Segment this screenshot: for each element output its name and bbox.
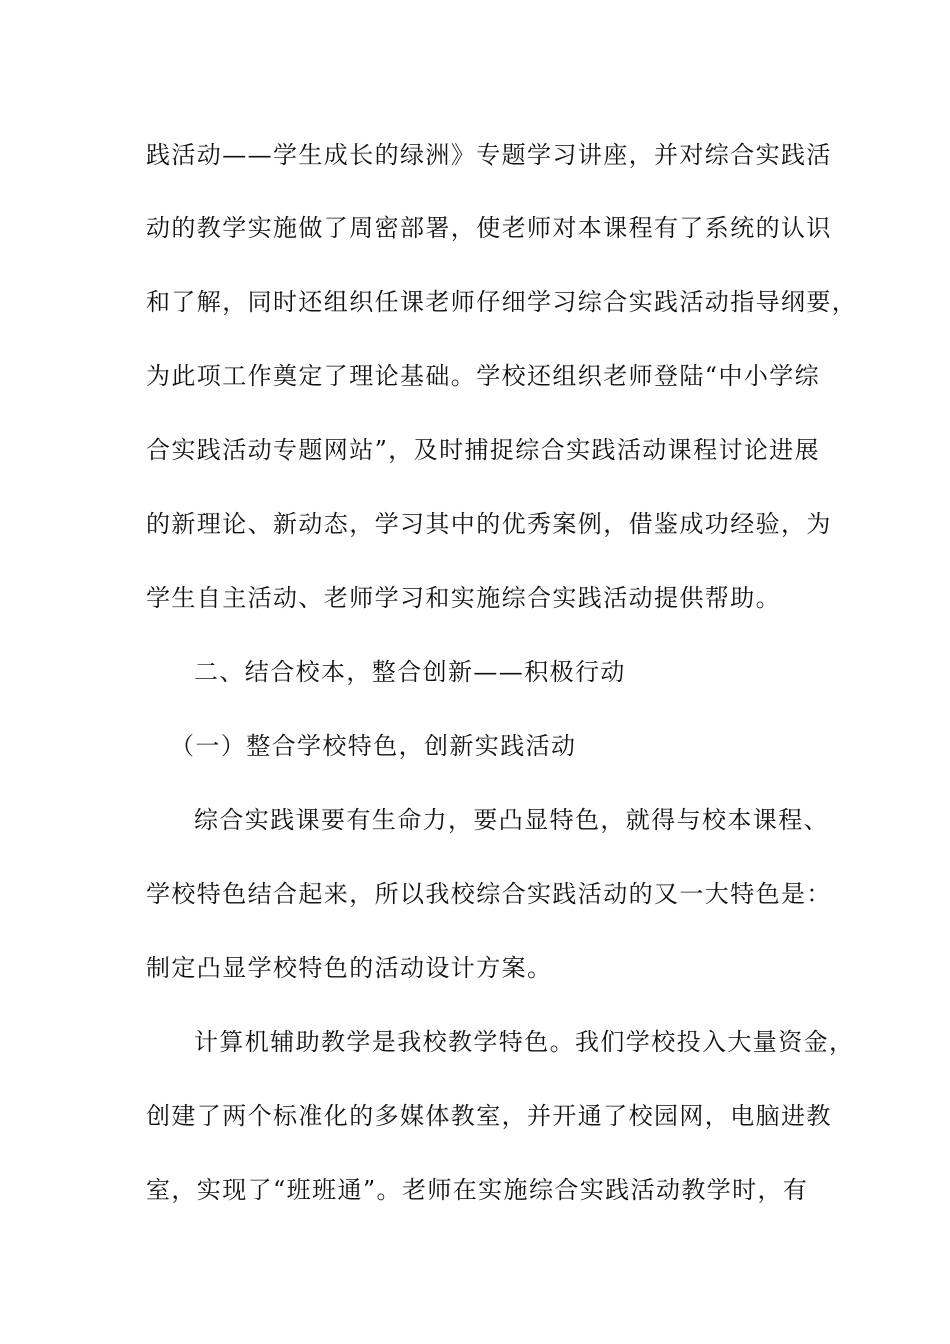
paragraph-line: 践活动——学生成长的绿洲》专题学习讲座，并对综合实践活 — [146, 141, 832, 169]
paragraph-line: 制定凸显学校特色的活动设计方案。 — [146, 954, 553, 982]
paragraph-line: 为此项工作奠定了理论基础。学校还组织老师登陆“中小学综 — [146, 362, 821, 390]
paragraph-line: 合实践活动专题网站”，及时捕捉综合实践活动课程讨论进展 — [146, 436, 821, 464]
paragraph-line: 的新理论、新动态，学习其中的优秀案例，借鉴成功经验，为 — [146, 510, 832, 538]
paragraph-line: 学生自主活动、老师学习和实施综合实践活动提供帮助。 — [146, 584, 781, 612]
subsection-heading: （一）整合学校特色，创新实践活动 — [170, 732, 577, 760]
section-heading: 二、结合校本，整合创新——积极行动 — [194, 658, 626, 686]
paragraph-line: 综合实践课要有生命力，要凸显特色，就得与校本课程、 — [194, 806, 829, 834]
paragraph-line: 和了解，同时还组织任课老师仔细学习综合实践活动指导纲要， — [146, 288, 858, 316]
paragraph-line: 室，实现了“班班通”。老师在实施综合实践活动教学时，有 — [146, 1176, 809, 1204]
paragraph-line: 计算机辅助教学是我校教学特色。我们学校投入大量资金， — [194, 1028, 855, 1056]
paragraph-line: 创建了两个标准化的多媒体教室，并开通了校园网，电脑进教 — [146, 1102, 832, 1130]
paragraph-line: 动的教学实施做了周密部署，使老师对本课程有了系统的认识 — [146, 214, 832, 242]
paragraph-line: 学校特色结合起来，所以我校综合实践活动的又一大特色是： — [146, 880, 832, 908]
